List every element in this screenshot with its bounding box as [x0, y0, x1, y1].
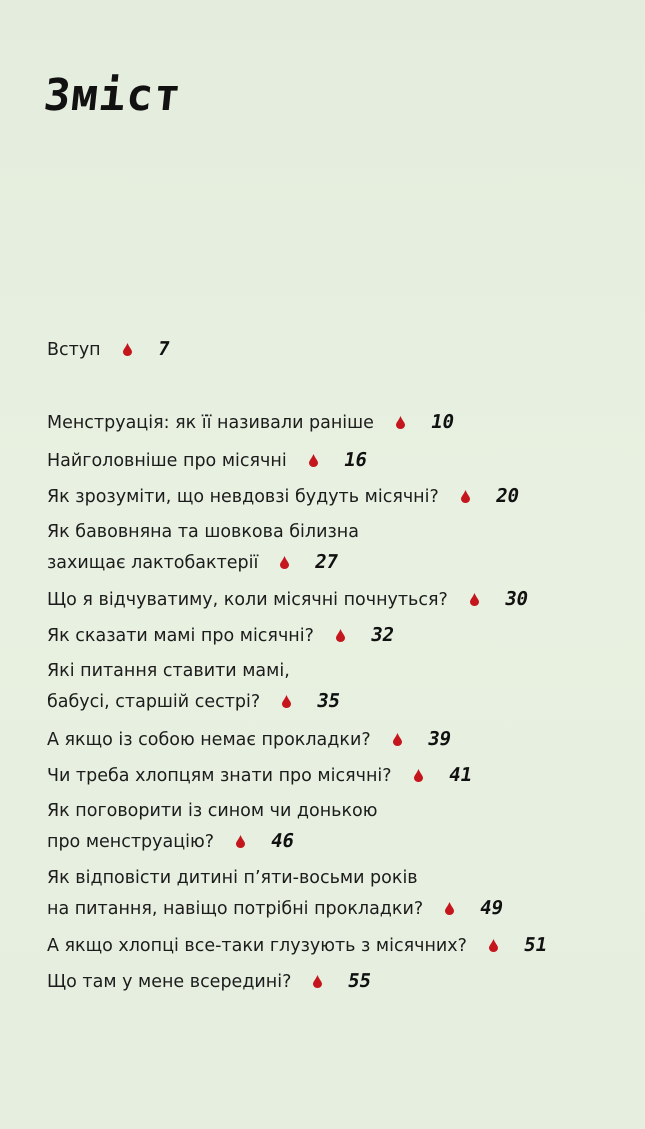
toc-entry-title-line: Як бавовняна та шовкова білизна [47, 522, 359, 542]
toc-page-number: 35 [315, 690, 343, 712]
toc-entry-title-line: захищає лактобактерії [47, 553, 259, 573]
toc-entry-title-line: про менструацію? [47, 832, 215, 852]
toc-entry [47, 334, 172, 365]
toc-entry [47, 930, 547, 961]
toc-entry [47, 656, 343, 717]
toc-entry-title: Як сказати мамі про місячні? [47, 626, 314, 646]
toc-page-number: 30 [502, 588, 530, 610]
toc-entry [47, 863, 503, 924]
blood-drop-icon [396, 416, 405, 429]
toc-entry [47, 407, 454, 438]
toc-page-number: 41 [446, 764, 474, 786]
toc-page-number: 20 [493, 485, 521, 507]
toc-entry [47, 481, 519, 512]
toc-page-number: 7 [155, 338, 172, 360]
toc-page-number: 49 [478, 897, 505, 919]
toc-page-number: 10 [428, 411, 456, 433]
toc-page-number: 32 [368, 624, 396, 646]
toc-page-number: 39 [425, 728, 453, 750]
toc-entry-title: Як зрозуміти, що невдовзі будуть місячні? [47, 487, 439, 507]
toc-entry-title-line: бабусі, старшій сестрі? [47, 692, 261, 712]
page-title: Зміст [41, 70, 185, 121]
blood-drop-icon [309, 454, 318, 467]
toc-entry [47, 445, 367, 476]
blood-drop-icon [445, 902, 454, 915]
toc-page-number: 55 [346, 970, 374, 992]
toc-entry [47, 760, 474, 791]
blood-drop-icon [280, 556, 289, 569]
toc-entry-title-line: на питання, навіщо потрібні прокладки? [47, 899, 424, 919]
toc-entry-title: Що я відчуватиму, коли місячні почнуться? [47, 590, 448, 610]
toc-page-number: 51 [521, 934, 549, 956]
blood-drop-icon [470, 593, 479, 606]
toc-entry-title: А якщо із собою немає прокладки? [47, 730, 371, 750]
blood-drop-icon [313, 975, 322, 988]
toc-entry-title: Чи треба хлопцям знати про місячні? [47, 766, 392, 786]
toc-entry-title: А якщо хлопці все-таки глузують з місячних? [47, 936, 467, 956]
toc-page-number: 16 [341, 449, 369, 471]
toc-entry-title-line: Як поговорити із сином чи донькою [47, 801, 378, 821]
toc-entry-title: Вступ [47, 340, 101, 360]
toc-entry-title-line: Як відповісти дитині п’яти-восьми років [47, 868, 418, 888]
toc-entry [47, 966, 374, 997]
blood-drop-icon [414, 769, 423, 782]
toc-entry [47, 517, 359, 578]
toc-entry [47, 584, 528, 615]
toc-entry [47, 796, 377, 857]
blood-drop-icon [489, 939, 498, 952]
toc-entry [47, 724, 451, 755]
blood-drop-icon [336, 629, 345, 642]
toc-entry-title: Найголовніше про місячні [47, 451, 287, 471]
toc-entry-title-line: Які питання ставити мамі, [47, 661, 290, 681]
toc-entry-title: Що там у мене всередині? [47, 972, 292, 992]
blood-drop-icon [393, 733, 402, 746]
blood-drop-icon [123, 343, 132, 356]
toc-page-number: 46 [269, 830, 296, 852]
blood-drop-icon [461, 490, 470, 503]
toc-entry-title: Менструація: як її називали раніше [47, 413, 374, 433]
toc-entry [47, 620, 394, 651]
blood-drop-icon [236, 835, 245, 848]
blood-drop-icon [282, 695, 291, 708]
toc-page-number: 27 [313, 551, 341, 573]
